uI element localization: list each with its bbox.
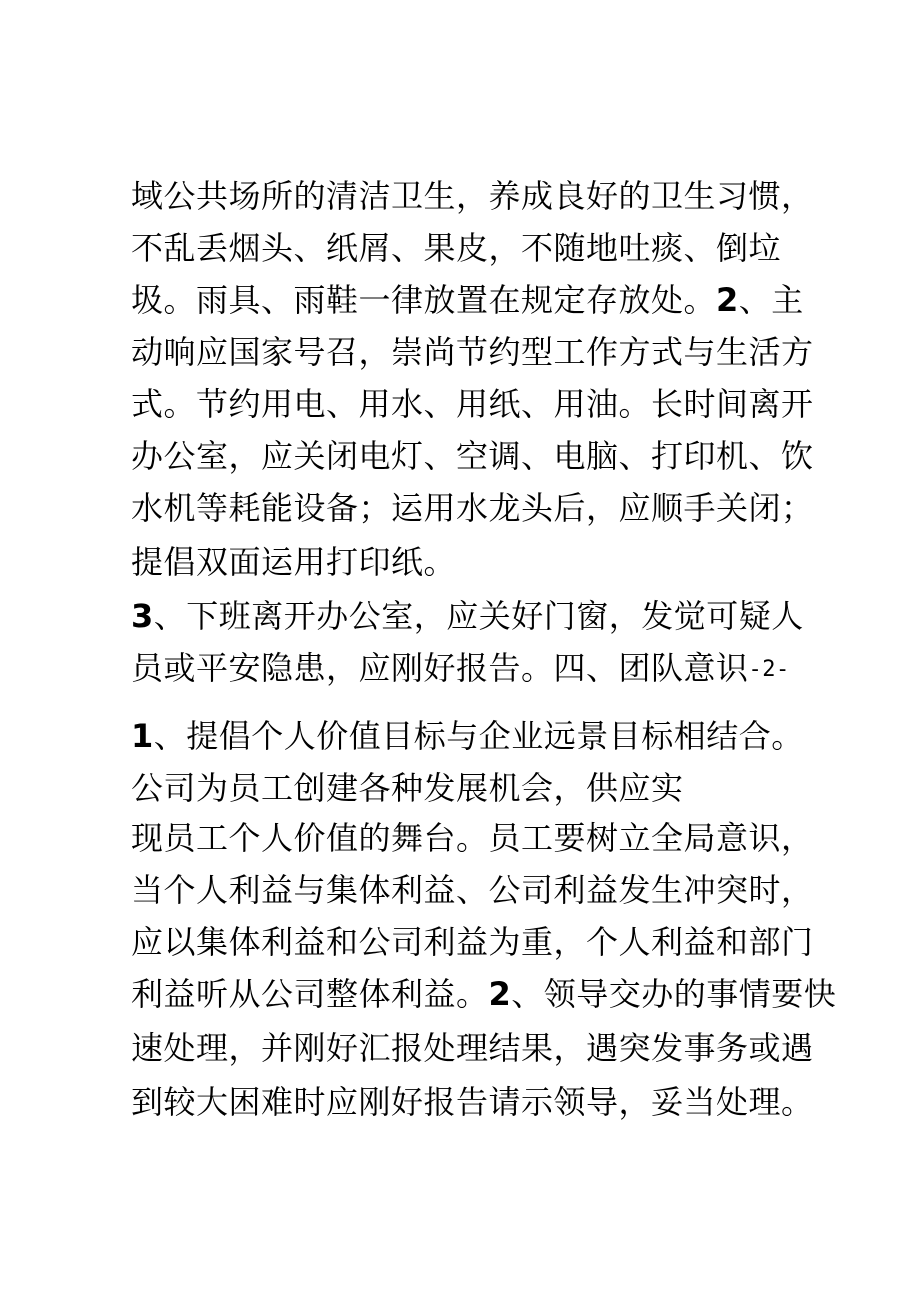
text-line xyxy=(131,970,837,1018)
text-line xyxy=(131,224,791,272)
line-text: 当个人利益与集体利益、公司利益发生冲突时， xyxy=(131,871,814,909)
line-text: 到较大困难时应刚好报告请示领导，妥当处理。 xyxy=(131,1083,814,1121)
text-line xyxy=(131,644,791,692)
text-line xyxy=(131,1078,814,1126)
line-text: 、领导交办的事情要快 xyxy=(511,975,837,1013)
line-text: 动响应国家号召，崇尚节约型工作方式与生活方 xyxy=(131,333,814,371)
text-line xyxy=(131,538,791,586)
line-text: 、提倡个人价值目标与企业远景目标相结合。 xyxy=(153,717,804,755)
text-line xyxy=(131,712,804,760)
text-line xyxy=(131,1024,814,1072)
text-line xyxy=(131,380,814,428)
item-number: 3 xyxy=(131,597,154,635)
text-line xyxy=(131,764,791,812)
line-text: 利益听从公司整体利益。 xyxy=(131,975,489,1013)
text-line xyxy=(131,814,814,862)
line-text: 水机等耗能设备；运用水龙头后，应顺手关闭； xyxy=(131,489,814,527)
line-text: 办公室，应关闭电灯、空调、电脑、打印机、饮 xyxy=(131,437,814,475)
item-number: 1 xyxy=(131,717,154,755)
line-text: 、下班离开办公室，应关好门窗，发觉可疑人 xyxy=(153,597,804,635)
text-line xyxy=(131,172,814,220)
line-text: 、主 xyxy=(738,281,804,319)
text-line xyxy=(131,592,804,640)
text-line xyxy=(131,484,814,532)
text-line xyxy=(131,276,804,324)
text-line xyxy=(131,328,814,376)
line-text: 域公共场所的清洁卫生，养成良好的卫生习惯， xyxy=(131,177,814,215)
line-text: 速处理，并刚好汇报处理结果，遇突发事务或遇 xyxy=(131,1029,814,1067)
item-number: 2 xyxy=(716,281,739,319)
text-line xyxy=(131,866,814,914)
line-text: 圾。雨具、雨鞋一律放置在规定存放处。 xyxy=(131,281,717,319)
line-text: 现员工个人价值的舞台。员工要树立全局意识， xyxy=(131,819,814,857)
item-number: 2 xyxy=(488,975,512,1013)
page-number-marker: -2- xyxy=(748,657,790,682)
text-line xyxy=(131,918,814,966)
line-text: 式。节约用电、用水、用纸、用油。长时间离开 xyxy=(131,385,814,423)
line-text: 公司为员工创建各种发展机会，供应实 xyxy=(131,769,684,807)
line-text: 应以集体利益和公司利益为重，个人利益和部门 xyxy=(131,923,814,961)
text-line xyxy=(131,432,814,480)
line-text: 员或平安隐患，应刚好报告。四、团队意识 xyxy=(131,649,749,687)
line-text: 不乱丢烟头、纸屑、果皮，不随地吐痰、倒垃 xyxy=(131,229,782,267)
line-text: 提倡双面运用打印纸。 xyxy=(131,543,457,581)
